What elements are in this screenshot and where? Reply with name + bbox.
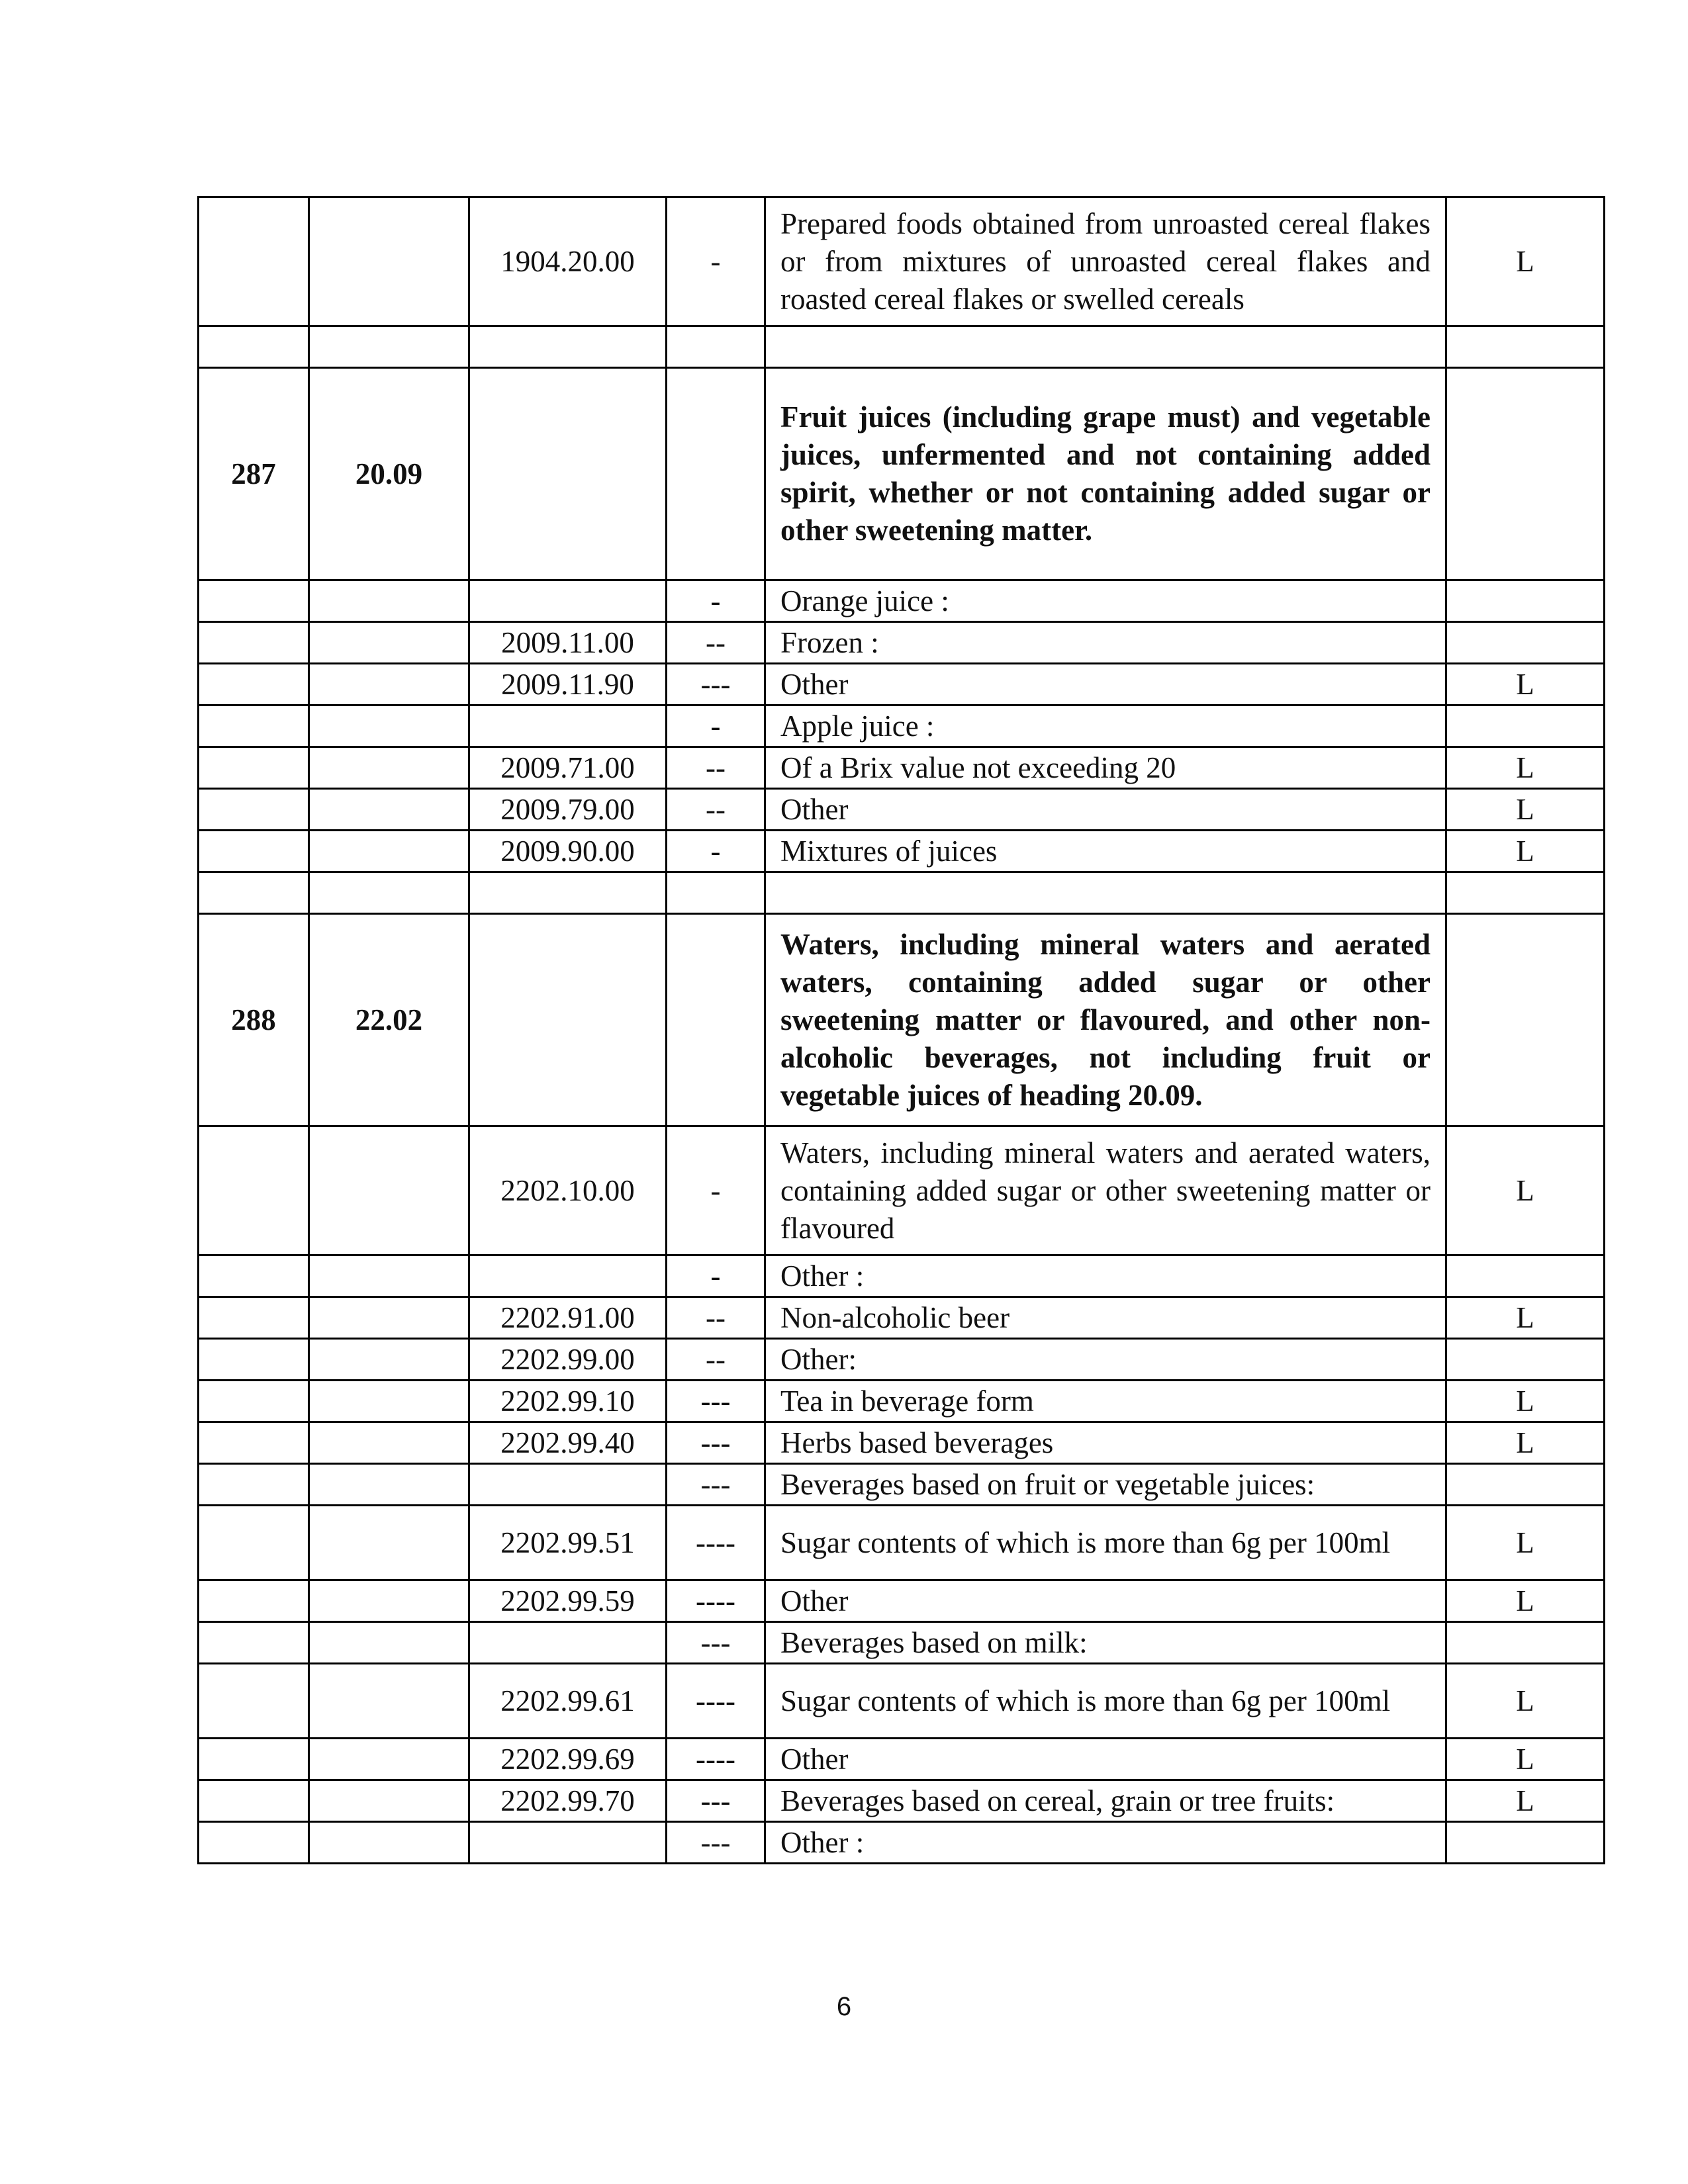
- hs-code-cell: [469, 1622, 667, 1664]
- remark-cell: L: [1446, 1780, 1605, 1822]
- description-cell: Waters, including mineral waters and aerated waters, containing added sugar or other sweetening matter or flavoured, and other non-alcoholic beverages, not including fruit or vegetable juices of heading 20.09.: [765, 914, 1446, 1126]
- table-row: [199, 1297, 1605, 1339]
- level-dash-cell: ---: [667, 1422, 765, 1464]
- heading-cell: [309, 1464, 469, 1506]
- table-row: [199, 1422, 1605, 1464]
- table-row: [199, 1126, 1605, 1255]
- description-cell: [765, 326, 1446, 368]
- hs-code-cell: [469, 1822, 667, 1864]
- description-cell: Other: [765, 1739, 1446, 1780]
- serial-number-cell: [199, 872, 309, 914]
- remark-cell: L: [1446, 1126, 1605, 1255]
- heading-cell: [309, 664, 469, 705]
- level-dash-cell: ---: [667, 1822, 765, 1864]
- hs-code-cell: [469, 326, 667, 368]
- level-dash-cell: ----: [667, 1506, 765, 1580]
- serial-number-cell: [199, 1422, 309, 1464]
- hs-code-cell: 2009.11.00: [469, 622, 667, 664]
- description-cell: Of a Brix value not exceeding 20: [765, 747, 1446, 789]
- heading-cell: [309, 1381, 469, 1422]
- table-row: [199, 1580, 1605, 1622]
- heading-cell: [309, 622, 469, 664]
- level-dash-cell: [667, 368, 765, 580]
- level-dash-cell: ---: [667, 664, 765, 705]
- remark-cell: [1446, 326, 1605, 368]
- serial-number-cell: [199, 789, 309, 831]
- table-row: [199, 1822, 1605, 1864]
- remark-cell: L: [1446, 1506, 1605, 1580]
- description-cell: Non-alcoholic beer: [765, 1297, 1446, 1339]
- serial-number-cell: [199, 1339, 309, 1381]
- serial-number-cell: [199, 1739, 309, 1780]
- heading-cell: [309, 872, 469, 914]
- serial-number-cell: [199, 664, 309, 705]
- table-row: [199, 326, 1605, 368]
- heading-cell: [309, 1622, 469, 1664]
- heading-cell: [309, 831, 469, 872]
- level-dash-cell: ----: [667, 1580, 765, 1622]
- hs-code-cell: [469, 872, 667, 914]
- tariff-table-body: [199, 197, 1605, 1864]
- level-dash-cell: [667, 914, 765, 1126]
- heading-cell: [309, 1255, 469, 1297]
- hs-code-cell: 2202.91.00: [469, 1297, 667, 1339]
- remark-cell: L: [1446, 1580, 1605, 1622]
- description-cell: Mixtures of juices: [765, 831, 1446, 872]
- hs-code-cell: 2202.99.61: [469, 1664, 667, 1739]
- level-dash-cell: --: [667, 1339, 765, 1381]
- heading-cell: 22.02: [309, 914, 469, 1126]
- hs-code-cell: [469, 1464, 667, 1506]
- hs-code-cell: 2202.99.40: [469, 1422, 667, 1464]
- hs-code-cell: 1904.20.00: [469, 197, 667, 326]
- heading-cell: [309, 197, 469, 326]
- description-cell: Beverages based on milk:: [765, 1622, 1446, 1664]
- description-cell: Prepared foods obtained from unroasted cereal flakes or from mixtures of unroasted cereal flakes and roasted cereal flakes or swelled cereals: [765, 197, 1446, 326]
- serial-number-cell: [199, 747, 309, 789]
- serial-number-cell: [199, 1664, 309, 1739]
- table-row: [199, 1780, 1605, 1822]
- hs-code-cell: 2202.99.59: [469, 1580, 667, 1622]
- description-cell: Other: [765, 1580, 1446, 1622]
- heading-cell: [309, 1739, 469, 1780]
- table-row: [199, 1664, 1605, 1739]
- table-row: [199, 1339, 1605, 1381]
- remark-cell: [1446, 622, 1605, 664]
- heading-cell: [309, 789, 469, 831]
- serial-number-cell: [199, 1464, 309, 1506]
- level-dash-cell: -: [667, 1126, 765, 1255]
- serial-number-cell: [199, 1297, 309, 1339]
- remark-cell: L: [1446, 831, 1605, 872]
- table-row: [199, 1622, 1605, 1664]
- level-dash-cell: --: [667, 747, 765, 789]
- heading-cell: [309, 580, 469, 622]
- remark-cell: [1446, 1622, 1605, 1664]
- hs-code-cell: 2202.10.00: [469, 1126, 667, 1255]
- description-cell: Frozen :: [765, 622, 1446, 664]
- level-dash-cell: --: [667, 1297, 765, 1339]
- hs-code-cell: 2009.71.00: [469, 747, 667, 789]
- table-row: [199, 622, 1605, 664]
- description-cell: Fruit juices (including grape must) and vegetable juices, unfermented and not containing added spirit, whether or not containing added sugar or other sweetening matter.: [765, 368, 1446, 580]
- serial-number-cell: [199, 622, 309, 664]
- description-cell: Tea in beverage form: [765, 1381, 1446, 1422]
- remark-cell: [1446, 368, 1605, 580]
- page-number: 6: [836, 1992, 852, 2021]
- description-cell: Other: [765, 664, 1446, 705]
- serial-number-cell: 287: [199, 368, 309, 580]
- serial-number-cell: [199, 580, 309, 622]
- level-dash-cell: --: [667, 622, 765, 664]
- remark-cell: L: [1446, 789, 1605, 831]
- heading-cell: 20.09: [309, 368, 469, 580]
- serial-number-cell: [199, 1780, 309, 1822]
- serial-number-cell: [199, 831, 309, 872]
- remark-cell: [1446, 1464, 1605, 1506]
- remark-cell: L: [1446, 1297, 1605, 1339]
- level-dash-cell: -: [667, 580, 765, 622]
- table-row: [199, 197, 1605, 326]
- description-cell: Other:: [765, 1339, 1446, 1381]
- level-dash-cell: ----: [667, 1739, 765, 1780]
- hs-code-cell: [469, 1255, 667, 1297]
- level-dash-cell: -: [667, 831, 765, 872]
- heading-cell: [309, 1822, 469, 1864]
- heading-cell: [309, 1339, 469, 1381]
- description-cell: Sugar contents of which is more than 6g per 100ml: [765, 1664, 1446, 1739]
- table-row: [199, 580, 1605, 622]
- table-row: [199, 705, 1605, 747]
- serial-number-cell: [199, 1822, 309, 1864]
- table-row: [199, 664, 1605, 705]
- remark-cell: L: [1446, 1381, 1605, 1422]
- hs-code-cell: 2202.99.70: [469, 1780, 667, 1822]
- heading-cell: [309, 747, 469, 789]
- level-dash-cell: -: [667, 1255, 765, 1297]
- hs-code-cell: [469, 580, 667, 622]
- level-dash-cell: -: [667, 705, 765, 747]
- heading-cell: [309, 1126, 469, 1255]
- remark-cell: L: [1446, 747, 1605, 789]
- remark-cell: [1446, 1339, 1605, 1381]
- level-dash-cell: ---: [667, 1464, 765, 1506]
- table-row: [199, 1739, 1605, 1780]
- hs-code-cell: 2202.99.69: [469, 1739, 667, 1780]
- table-row: [199, 1381, 1605, 1422]
- remark-cell: L: [1446, 1664, 1605, 1739]
- remark-cell: [1446, 580, 1605, 622]
- serial-number-cell: [199, 1255, 309, 1297]
- serial-number-cell: [199, 1622, 309, 1664]
- description-cell: Sugar contents of which is more than 6g per 100ml: [765, 1506, 1446, 1580]
- level-dash-cell: ---: [667, 1381, 765, 1422]
- level-dash-cell: ---: [667, 1622, 765, 1664]
- remark-cell: L: [1446, 197, 1605, 326]
- description-cell: Other :: [765, 1822, 1446, 1864]
- serial-number-cell: 288: [199, 914, 309, 1126]
- serial-number-cell: [199, 1580, 309, 1622]
- table-row: [199, 789, 1605, 831]
- table-row: [199, 1255, 1605, 1297]
- description-cell: Beverages based on cereal, grain or tree fruits:: [765, 1780, 1446, 1822]
- hs-code-cell: 2202.99.00: [469, 1339, 667, 1381]
- level-dash-cell: [667, 872, 765, 914]
- description-cell: Orange juice :: [765, 580, 1446, 622]
- level-dash-cell: -: [667, 197, 765, 326]
- serial-number-cell: [199, 1506, 309, 1580]
- table-row: [199, 914, 1605, 1126]
- level-dash-cell: ---: [667, 1780, 765, 1822]
- description-cell: Herbs based beverages: [765, 1422, 1446, 1464]
- serial-number-cell: [199, 1126, 309, 1255]
- table-row: [199, 747, 1605, 789]
- remark-cell: L: [1446, 1422, 1605, 1464]
- remark-cell: [1446, 1822, 1605, 1864]
- heading-cell: [309, 1664, 469, 1739]
- heading-cell: [309, 1297, 469, 1339]
- table-row: [199, 872, 1605, 914]
- table-row: [199, 831, 1605, 872]
- heading-cell: [309, 1780, 469, 1822]
- hs-code-cell: 2202.99.10: [469, 1381, 667, 1422]
- level-dash-cell: [667, 326, 765, 368]
- hs-code-cell: 2009.90.00: [469, 831, 667, 872]
- remark-cell: [1446, 705, 1605, 747]
- description-cell: Other :: [765, 1255, 1446, 1297]
- description-cell: [765, 872, 1446, 914]
- heading-cell: [309, 1422, 469, 1464]
- remark-cell: [1446, 1255, 1605, 1297]
- remark-cell: [1446, 914, 1605, 1126]
- remark-cell: [1446, 872, 1605, 914]
- description-cell: Apple juice :: [765, 705, 1446, 747]
- serial-number-cell: [199, 1381, 309, 1422]
- heading-cell: [309, 326, 469, 368]
- description-cell: Beverages based on fruit or vegetable juices:: [765, 1464, 1446, 1506]
- description-cell: Other: [765, 789, 1446, 831]
- level-dash-cell: --: [667, 789, 765, 831]
- hs-code-cell: 2009.11.90: [469, 664, 667, 705]
- tariff-table: [197, 196, 1605, 1864]
- hs-code-cell: 2009.79.00: [469, 789, 667, 831]
- heading-cell: [309, 1506, 469, 1580]
- level-dash-cell: ----: [667, 1664, 765, 1739]
- serial-number-cell: [199, 326, 309, 368]
- remark-cell: L: [1446, 664, 1605, 705]
- hs-code-cell: [469, 368, 667, 580]
- serial-number-cell: [199, 705, 309, 747]
- hs-code-cell: [469, 914, 667, 1126]
- table-row: [199, 1464, 1605, 1506]
- heading-cell: [309, 705, 469, 747]
- heading-cell: [309, 1580, 469, 1622]
- serial-number-cell: [199, 197, 309, 326]
- hs-code-cell: [469, 705, 667, 747]
- hs-code-cell: 2202.99.51: [469, 1506, 667, 1580]
- remark-cell: L: [1446, 1739, 1605, 1780]
- description-cell: Waters, including mineral waters and aerated waters, containing added sugar or other sweetening matter or flavoured: [765, 1126, 1446, 1255]
- table-row: [199, 368, 1605, 580]
- table-row: [199, 1506, 1605, 1580]
